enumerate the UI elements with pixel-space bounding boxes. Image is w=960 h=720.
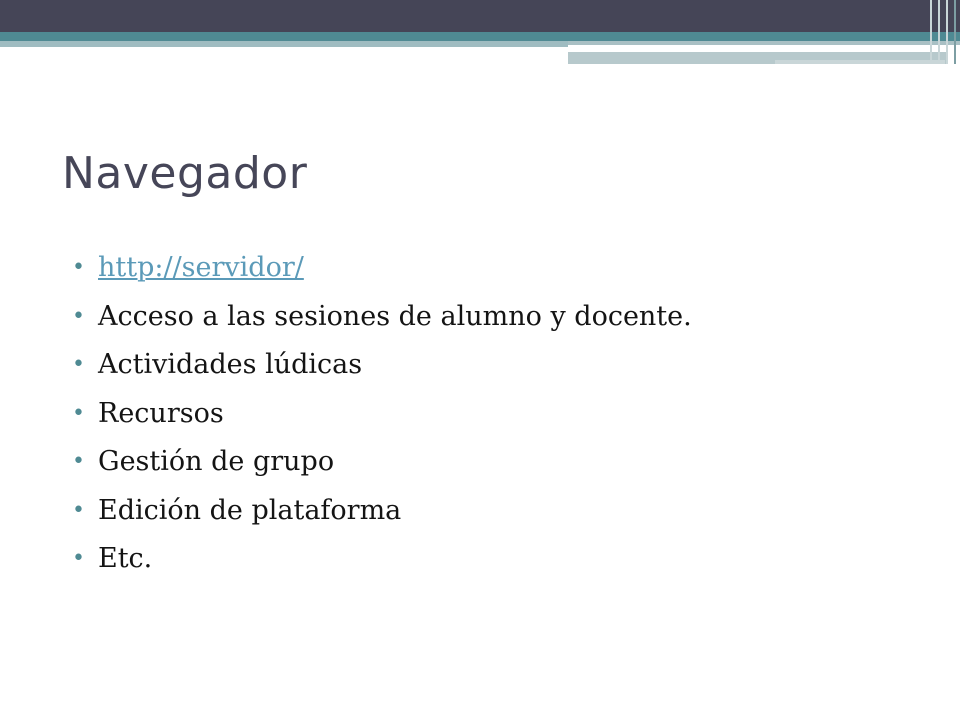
corner-decor-line [954, 0, 956, 64]
list-item[interactable] [72, 244, 692, 293]
bullet-icon: • [72, 546, 85, 571]
list-item-text: Acceso a las sesiones de alumno y docente. [98, 300, 692, 332]
header-band-dark [0, 0, 960, 32]
list-item [72, 341, 692, 390]
bullet-icon: • [72, 303, 85, 329]
list-item-text: Actividades lúdicas [98, 349, 363, 380]
bullet-list [72, 244, 692, 584]
list-item-text: Etc. [98, 543, 153, 574]
bullet-icon: • [72, 400, 85, 426]
header-divider-line [568, 49, 888, 52]
bullet-icon: • [72, 449, 85, 474]
server-link[interactable]: http://servidor/ [98, 252, 304, 283]
header-band-gray-small [775, 60, 945, 64]
list-item-text: Recursos [98, 397, 224, 429]
corner-decor-line [938, 0, 940, 64]
list-item [72, 535, 692, 584]
list-item [72, 293, 692, 342]
list-item-text: Edición de plataforma [98, 494, 402, 526]
list-item [72, 487, 692, 536]
corner-decor-line [946, 0, 948, 64]
list-item-text: Gestión de grupo [98, 446, 335, 477]
list-item [72, 438, 692, 487]
slide-title: Navegador [62, 148, 308, 199]
bullet-icon: • [72, 497, 85, 523]
bullet-icon: • [72, 352, 85, 377]
list-item [72, 390, 692, 439]
header-band-gray [568, 41, 960, 45]
header-band-teal [0, 32, 960, 41]
corner-decor-line [930, 0, 932, 64]
header-band-teal-light [0, 41, 568, 47]
bullet-icon: • [72, 255, 85, 280]
